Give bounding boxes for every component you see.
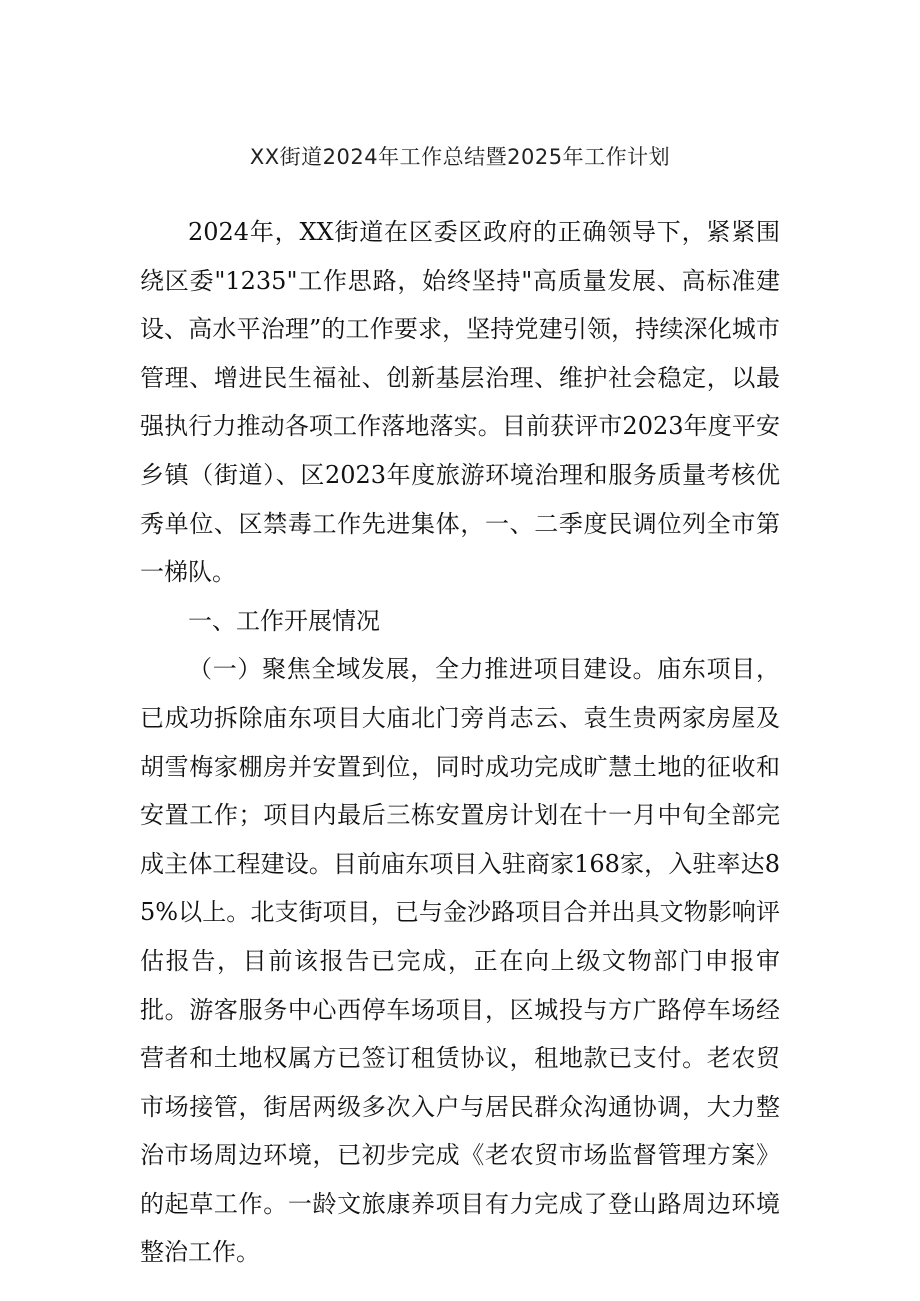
- document-body: [140, 208, 780, 1277]
- intro-paragraph: 2024年，XX街道在区委区政府的正确领导下，紧紧围绕区委"1235"工作思路，始终坚持"高质量发展、高标准建设、高水平治理”的工作要求，坚持党建引领，持续深化城市管理、增进民生福祉、创新基层治理、维护社会稳定，以最强执行力推动各项工作落地落实。目前获评市2023年度平安乡镇（街道）、区2023年度旅游环境治理和服务质量考核优秀单位、区禁毒工作先进集体，一、二季度民调位列全市第一梯队。: [140, 218, 780, 587]
- document-title: XX街道2024年工作总结暨2025年工作计划: [249, 145, 671, 169]
- body-paragraph: （一）聚焦全域发展，全力推进项目建设。庙东项目，已成功拆除庙东项目大庙北门旁肖志云、袁生贵两家房屋及胡雪梅家棚房并安置到位，同时成功完成旷慧土地的征收和安置工作；项目内最后三栋安置房计划在十一月中旬全部完成主体工程建设。目前庙东项目入驻商家168家，入驻率达85%以上。北支街项目，已与金沙路项目合并出具文物影响评估报告，目前该报告已完成，正在向上级文物部门申报审批。游客服务中心西停车场项目，区城投与方广路停车场经营者和土地权属方已签订租赁协议，租地款已支付。老农贸市场接管，街居两级多次入户与居民群众沟通协调，大力整治市场周边环境，已初步完成《老农贸市场监督管理方案》的起草工作。一龄文旅康养项目有力完成了登山路周边环境整治工作。: [140, 655, 780, 1267]
- section-heading: 一、工作开展情况: [188, 606, 380, 635]
